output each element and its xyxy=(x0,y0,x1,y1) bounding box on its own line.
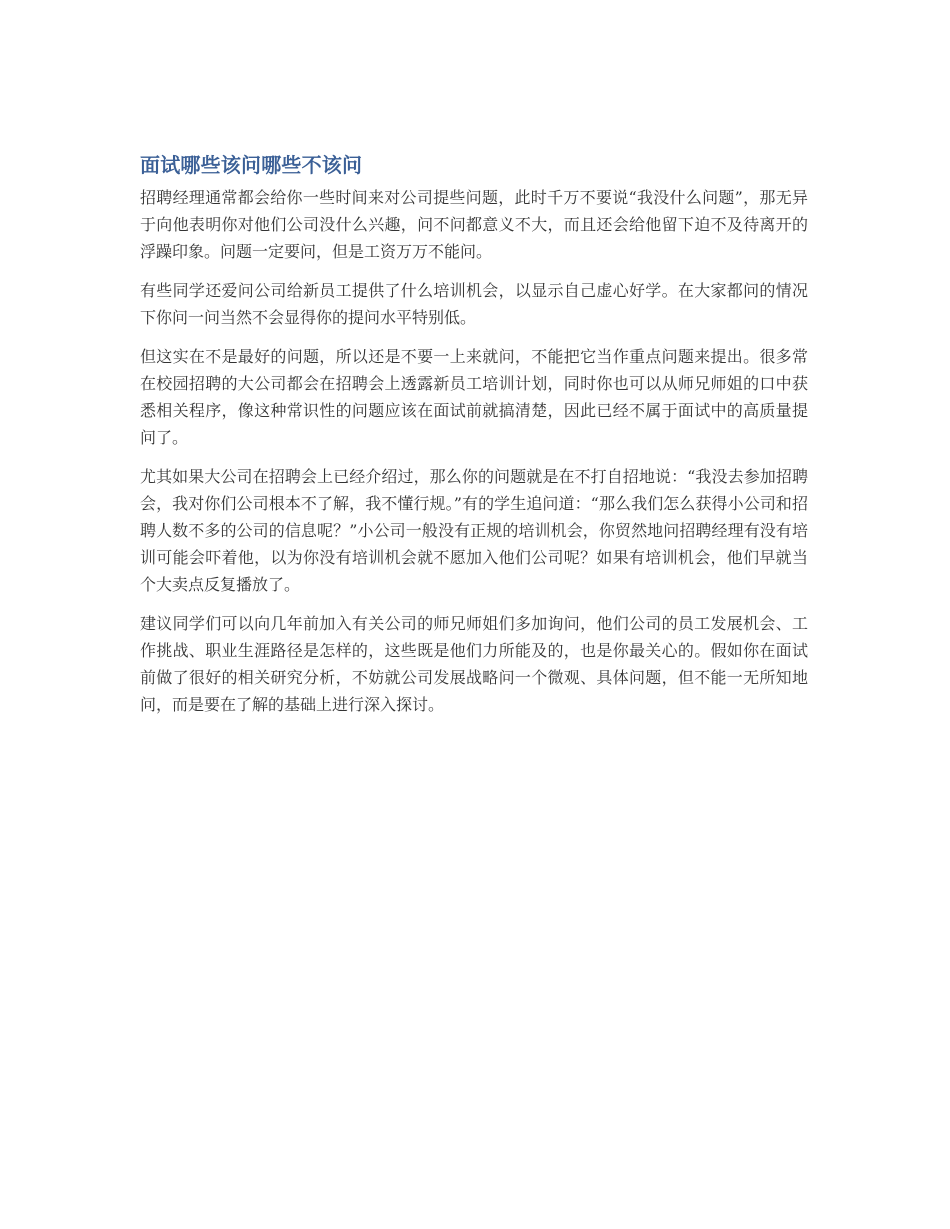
document-title: 面试哪些该问哪些不该问 xyxy=(140,153,363,177)
paragraph-5: 建议同学们可以向几年前加入有关公司的师兄师姐们多加询问，他们公司的员工发展机会、工作挑战、职业生涯路径是怎样的，这些既是他们力所能及的，也是你最关心的。假如你在面试前做了很好的相关研究分析，不妨就公司发展战略问一个微观、具体问题，但不能一无所知地问，而是要在了解的基础上进行深入探讨。 xyxy=(140,614,808,714)
document-content xyxy=(140,150,808,730)
paragraph-2: 有些同学还爱问公司给新员工提供了什么培训机会，以显示自己虚心好学。在大家都问的情况下你问一问当然不会显得你的提问水平特别低。 xyxy=(140,281,808,327)
paragraph-1: 招聘经理通常都会给你一些时间来对公司提些问题，此时千万不要说“我没什么问题”，那无异于向他表明你对他们公司没什么兴趣，问不问都意义不大，而且还会给他留下迫不及待离开的浮躁印象。问题一定要问，但是工资万万不能问。 xyxy=(140,188,808,261)
paragraph-3: 但这实在不是最好的问题，所以还是不要一上来就问，不能把它当作重点问题来提出。很多常在校园招聘的大公司都会在招聘会上透露新员工培训计划，同时你也可以从师兄师姐的口中获悉相关程序，像这种常识性的问题应该在面试前就搞清楚，因此已经不属于面试中的高质量提问了。 xyxy=(140,347,808,447)
paragraph-4: 尤其如果大公司在招聘会上已经介绍过，那么你的问题就是在不打自招地说：“我没去参加招聘会，我对你们公司根本不了解，我不懂行规。”有的学生追问道：“那么我们怎么获得小公司和招聘人数不多的公司的信息呢？”小公司一般没有正规的培训机会，你贸然地问招聘经理有没有培训可能会吓着他，以为你没有培训机会就不愿加入他们公司呢？如果有培训机会，他们早就当个大卖点反复播放了。 xyxy=(140,467,808,594)
